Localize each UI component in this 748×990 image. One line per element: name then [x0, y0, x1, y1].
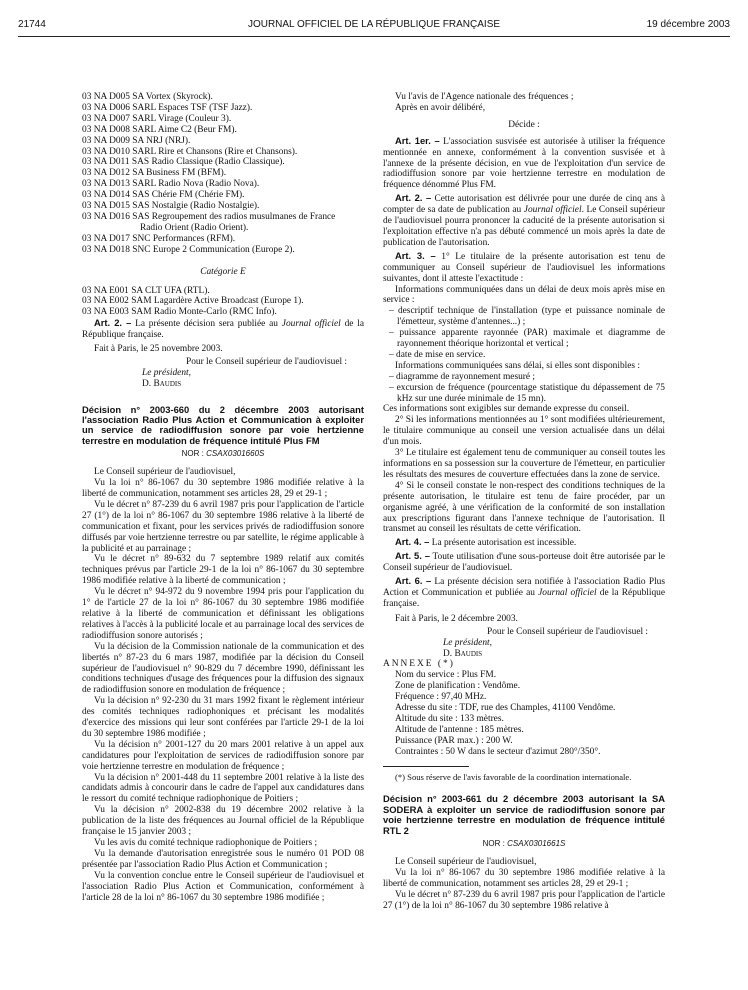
article-label: Art. 2. –	[395, 192, 432, 204]
category-heading: Catégorie E	[200, 266, 246, 277]
journal-title: JOURNAL OFFICIEL DE LA RÉPUBLIQUE FRANÇAISE	[247, 19, 501, 30]
nor-reference: NOR : CSAX0301660S	[181, 449, 265, 459]
list-item: 03 NA D005 SA Vortex (Skyrock).	[82, 92, 213, 102]
annex-field: Zone de planification : Vendôme.	[395, 681, 521, 692]
list-item: 03 NA E001 SA CLT UFA (RTL).	[82, 285, 210, 296]
paragraph: Vu la décision n° 2001-127 du 20 mars 2001 relative à un appel aux candidatures pour l'exploitation de services de radiodiffusion sonore par voie hertzienne terrestre en modulation de fréquence ;	[82, 739, 364, 772]
paragraph: Le Conseil supérieur de l'audiovisuel,	[94, 467, 236, 478]
paragraph: Vu la décision n° 92-230 du 31 mars 1992 fixant le règlement intérieur des comités techniques radiophoniques et précisant les modalités d'exercice des missions qui leur sont conférées par l'article 29-1 de la loi du 30 septembre 1986 modifiée ;	[82, 696, 364, 739]
paragraph: 4° Si le conseil constate le non-respect des conditions techniques de la présente autorisation, le titulaire est tenu de faire procéder, par un organisme agréé, à une vérification de la conformité de son installation aux prescriptions figurant dans l'annexe technique de l'autorisation. Il transmet au conseil les résultats de cette vérification.	[383, 480, 665, 535]
decision-title: Décision n° 2003-661 du 2 décembre 2003 autorisant la SA SODERA à exploiter un service de radiodiffusion sonore par voie hertzienne terrestre en modulation de fréquence intitulé RTL 2	[383, 793, 665, 836]
paragraph: Vu la loi n° 86-1067 du 30 septembre 1986 modifiée relative à la liberté de communication, notamment ses articles 28, 29 et 29-1 ;	[383, 867, 665, 889]
list-item: 03 NA D011 SAS Radio Classique (Radio Classique).	[82, 157, 285, 168]
signature-for: Pour le Conseil supérieur de l'audiovisuel :	[186, 356, 348, 367]
header-rule	[18, 36, 730, 37]
annex-field: Puissance (PAR max.) : 200 W.	[395, 735, 513, 746]
info-heading: Informations communiquées dans un délai de deux mois après mise en service :	[383, 284, 665, 306]
article-1: Art. 1er. – L'association susvisée est autorisée à utiliser la fréquence mentionnée en annexe, conformément à la convention susvisée et à l'annexe de la présente décision, en vue de l'exploitation d'un service de radiodiffusion sonore par voie hertzienne terrestre en modulation de fréquence dénommé Plus FM.	[383, 134, 665, 191]
paragraph: Vu le décret n° 87-239 du 6 avril 1987 pris pour l'application de l'article 27 (1°) de la loi n° 86-1067 du 30 septembre 1986 relative à	[383, 889, 665, 911]
paragraph: Vu la décision n° 2002-838 du 19 décembre 2002 relative à la publication de la liste des fréquences au Journal officiel de la République française le 15 janvier 2003 ;	[82, 805, 364, 838]
signature-name: D. Baudis	[443, 648, 483, 659]
article-label: Art. 4. –	[395, 536, 430, 548]
right-column	[383, 92, 665, 912]
paragraph: 3° Le titulaire est également tenu de communiquer au conseil toutes les informations en sa possession sur la couverture de l'émetteur, en particulier les résultats des mesures de couverture effectuées dans la zone de service.	[383, 448, 665, 480]
decide-heading: Décide :	[508, 119, 540, 130]
paragraph: Vu le décret n° 89-632 du 7 septembre 1989 relatif aux comités techniques prévus par l'article 29-1 de la loi n° 86-1067 du 30 septembre 1986 modifiée relative à la liberté de communication ;	[82, 554, 364, 587]
decision-title: Décision n° 2003-660 du 2 décembre 2003 autorisant l'association Radio Plus Action et Communication à exploiter un service de radiodiffusion sonore par voie hertzienne terrestre en modulation de fréquence intitulé Plus FM	[82, 403, 364, 446]
category-e-list	[82, 286, 364, 319]
info-item: – descriptif technique de l'installation (type et puissance nominale de l'émetteur, système d'antennes...) ;	[389, 306, 665, 328]
list-item: 03 NA D018 SNC Europe 2 Communication (Europe 2).	[82, 244, 295, 255]
list-item: 03 NA D013 SARL Radio Nova (Radio Nova).	[82, 179, 260, 190]
article-label: Art. 6. –	[395, 575, 432, 587]
signature-name: D. Baudis	[142, 378, 182, 389]
list-item: 03 NA D009 SA NRJ (NRJ).	[82, 135, 191, 146]
paragraph: Vu la décision de la Commission nationale de la communication et des libertés n° 87-23 du 6 mars 1987, modifiée par la décision du Conseil supérieur de l'audiovisuel n° 90-829 du 7 décembre 1990, définissant les conditions techniques d'usage des fréquences pour la diffusion des signaux de radiodiffusion sonore en modulation de fréquence ;	[82, 641, 364, 696]
paragraph: Vu la loi n° 86-1067 du 30 septembre 1986 modifiée relative à la liberté de communication, notamment ses articles 28, 29 et 29-1 ;	[82, 478, 364, 499]
paragraph: Vu les avis du comité technique radiophonique de Poitiers ;	[94, 838, 318, 848]
article-label: Art. 5. –	[395, 550, 430, 562]
list-item: 03 NA D007 SARL Virage (Couleur 3).	[82, 113, 232, 124]
info-heading: Informations communiquées sans délai, si elles sont disponibles :	[395, 360, 641, 371]
list-item: Radio Orient (Radio Orient).	[140, 222, 249, 233]
list-item: 03 NA E002 SAM Lagardère Active Broadcast (Europe 1).	[82, 296, 304, 307]
paragraph: 2° Si les informations mentionnées au 1° sont modifiées ultérieurement, le titulaire communique au conseil une version actualisée dans un délai d'un mois.	[383, 415, 665, 448]
page-number: 21744	[18, 19, 46, 30]
list-item: 03 NA D006 SARL Espaces TSF (TSF Jazz).	[82, 102, 253, 113]
article-label: Art. 2. –	[94, 317, 132, 329]
article-6: Art. 6. – La présente décision sera notifiée à l'association Radio Plus Action et Communication et publiée au Journal officiel de la République française.	[383, 575, 666, 609]
article-label: Art. 3. –	[395, 249, 436, 261]
paragraph: Le Conseil supérieur de l'audiovisuel,	[395, 857, 537, 867]
article-label: Art. 1er. –	[395, 134, 440, 146]
annex-field: Contraintes : 50 W dans le secteur d'azimut 280°/350°.	[395, 746, 601, 757]
annex-field: Fréquence : 97,40 MHz.	[395, 692, 487, 703]
signature-for: Pour le Conseil supérieur de l'audiovisuel :	[487, 626, 649, 637]
paragraph: Vu la convention conclue entre le Conseil supérieur de l'audiovisuel et l'association Radio Plus Action et Communication, conformément à l'article 28 de la loi n° 86-1067 du 30 septembre 1986 modifiée ;	[82, 870, 364, 903]
article-5: Art. 5. – Toute utilisation d'une sous-porteuse doit être autorisée par le Conseil supérieur de l'audiovisuel.	[383, 550, 666, 574]
left-column	[82, 92, 364, 903]
fait-line: Fait à Paris, le 2 décembre 2003.	[395, 613, 518, 624]
list-item: 03 NA D008 SARL Aime C2 (Beur FM).	[82, 124, 237, 135]
annex-field: Nom du service : Plus FM.	[395, 670, 497, 681]
signature-role: Le président,	[443, 637, 492, 648]
list-item: 03 NA D017 SNC Performances (RFM).	[82, 233, 236, 244]
info-item: – puissance apparente rayonnée (PAR) maximale et diagramme de rayonnement théorique horizontal et vertical ;	[389, 328, 665, 350]
article-4: Art. 4. – La présente autorisation est incessible.	[395, 536, 577, 549]
article-2: Art. 2. – Cette autorisation est délivrée pour une durée de cinq ans à compter de sa date de publication au Journal officiel. Le Conseil supérieur de l'audiovisuel pourra prononcer la caducité de la présente autorisation si l'exploitation effective n'a pas débuté commencé un mois après la date de publication de l'autorisation.	[383, 192, 666, 248]
list-item: 03 NA D012 SA Business FM (BFM).	[82, 168, 227, 179]
paragraph: Vu le décret n° 87-239 du 6 avril 1987 pris pour l'application de l'article 27 (1°) de la loi n° 86-1067 du 30 septembre 1986 relative à la liberté de communication et fixant, pour les services privés de radiodiffusion sonore diffusés par voie hertzienne terrestre ou par satellite, le régime applicable à la publicité et au parrainage ;	[82, 499, 364, 554]
list-item: 03 NA E003 SAM Radio Monte-Carlo (RMC Info).	[82, 307, 277, 318]
paragraph: Vu le décret n° 94-972 du 9 novembre 1994 pris pour l'application du 1° de l'article 27 de la loi n° 86-1067 du 30 septembre 1986 modifiée relative à la liberté de communication et définissant les obligations relatives à l'accès à la publicité locale et au parrainage local des services de radiodiffusion sonore autorisés ;	[82, 587, 365, 641]
annex-field: Altitude de l'antenne : 185 mètres.	[395, 724, 524, 735]
footnote-rule	[383, 766, 469, 767]
article-3: Art. 3. – 1° Le titulaire de la présente autorisation est tenu de communiquer au Conseil supérieur de l'audiovisuel les informations suivantes, dont il atteste l'exactitude :	[383, 249, 665, 284]
fait-line: Fait à Paris, le 25 novembre 2003.	[94, 344, 223, 355]
list-item: 03 NA D016 SAS Regroupement des radios musulmanes de France	[82, 211, 336, 222]
paragraph: Vu la décision n° 2001-448 du 11 septembre 2001 relative à la liste des candidats admis à concourir dans le cadre de l'appel aux candidatures dans le ressort du comité technique radiophonique de Poitiers ;	[82, 772, 364, 805]
paragraph: Vu la demande d'autorisation enregistrée sous le numéro 01 POD 08 présentée par l'association Radio Plus Action et Communication ;	[82, 848, 364, 870]
article-2: Art. 2. – La présente décision sera publiée au Journal officiel de la République française.	[82, 317, 364, 341]
info-item: – diagramme de rayonnement mesuré ;	[389, 371, 536, 382]
annex-field: Adresse du site : TDF, rue des Champles, 41100 Vendôme.	[395, 703, 616, 714]
footnote: (*) Sous réserve de l'avis favorable de la coordination internationale.	[395, 771, 632, 782]
annex-field: Altitude du site : 133 mètres.	[395, 713, 504, 724]
list-item: 03 NA D015 SAS Nostalgie (Radio Nostalgie).	[82, 201, 260, 212]
annex-heading: ANNEXE (*)	[383, 659, 455, 670]
list-item: 03 NA D010 SARL Rire et Chansons (Rire et Chansons).	[82, 146, 298, 157]
info-item: – date de mise en service.	[389, 349, 486, 360]
signature-role: Le président,	[142, 367, 191, 378]
category-d-list	[82, 92, 364, 256]
page-header	[18, 19, 730, 33]
info-item: – excursion de fréquence (pourcentage statistique du dépassement de 75 kHz sur une durée minimale de 15 mn).	[389, 382, 665, 404]
list-item: 03 NA D014 SAS Chérie FM (Chérie FM).	[82, 190, 245, 201]
paragraph: Après en avoir délibéré,	[395, 102, 486, 113]
issue-date: 19 décembre 2003	[646, 19, 730, 30]
paragraph: Ces informations sont exigibles sur demande expresse du conseil.	[383, 404, 630, 415]
nor-reference: NOR : CSAX0301661S	[482, 839, 566, 849]
paragraph: Vu l'avis de l'Agence nationale des fréquences ;	[395, 92, 574, 102]
